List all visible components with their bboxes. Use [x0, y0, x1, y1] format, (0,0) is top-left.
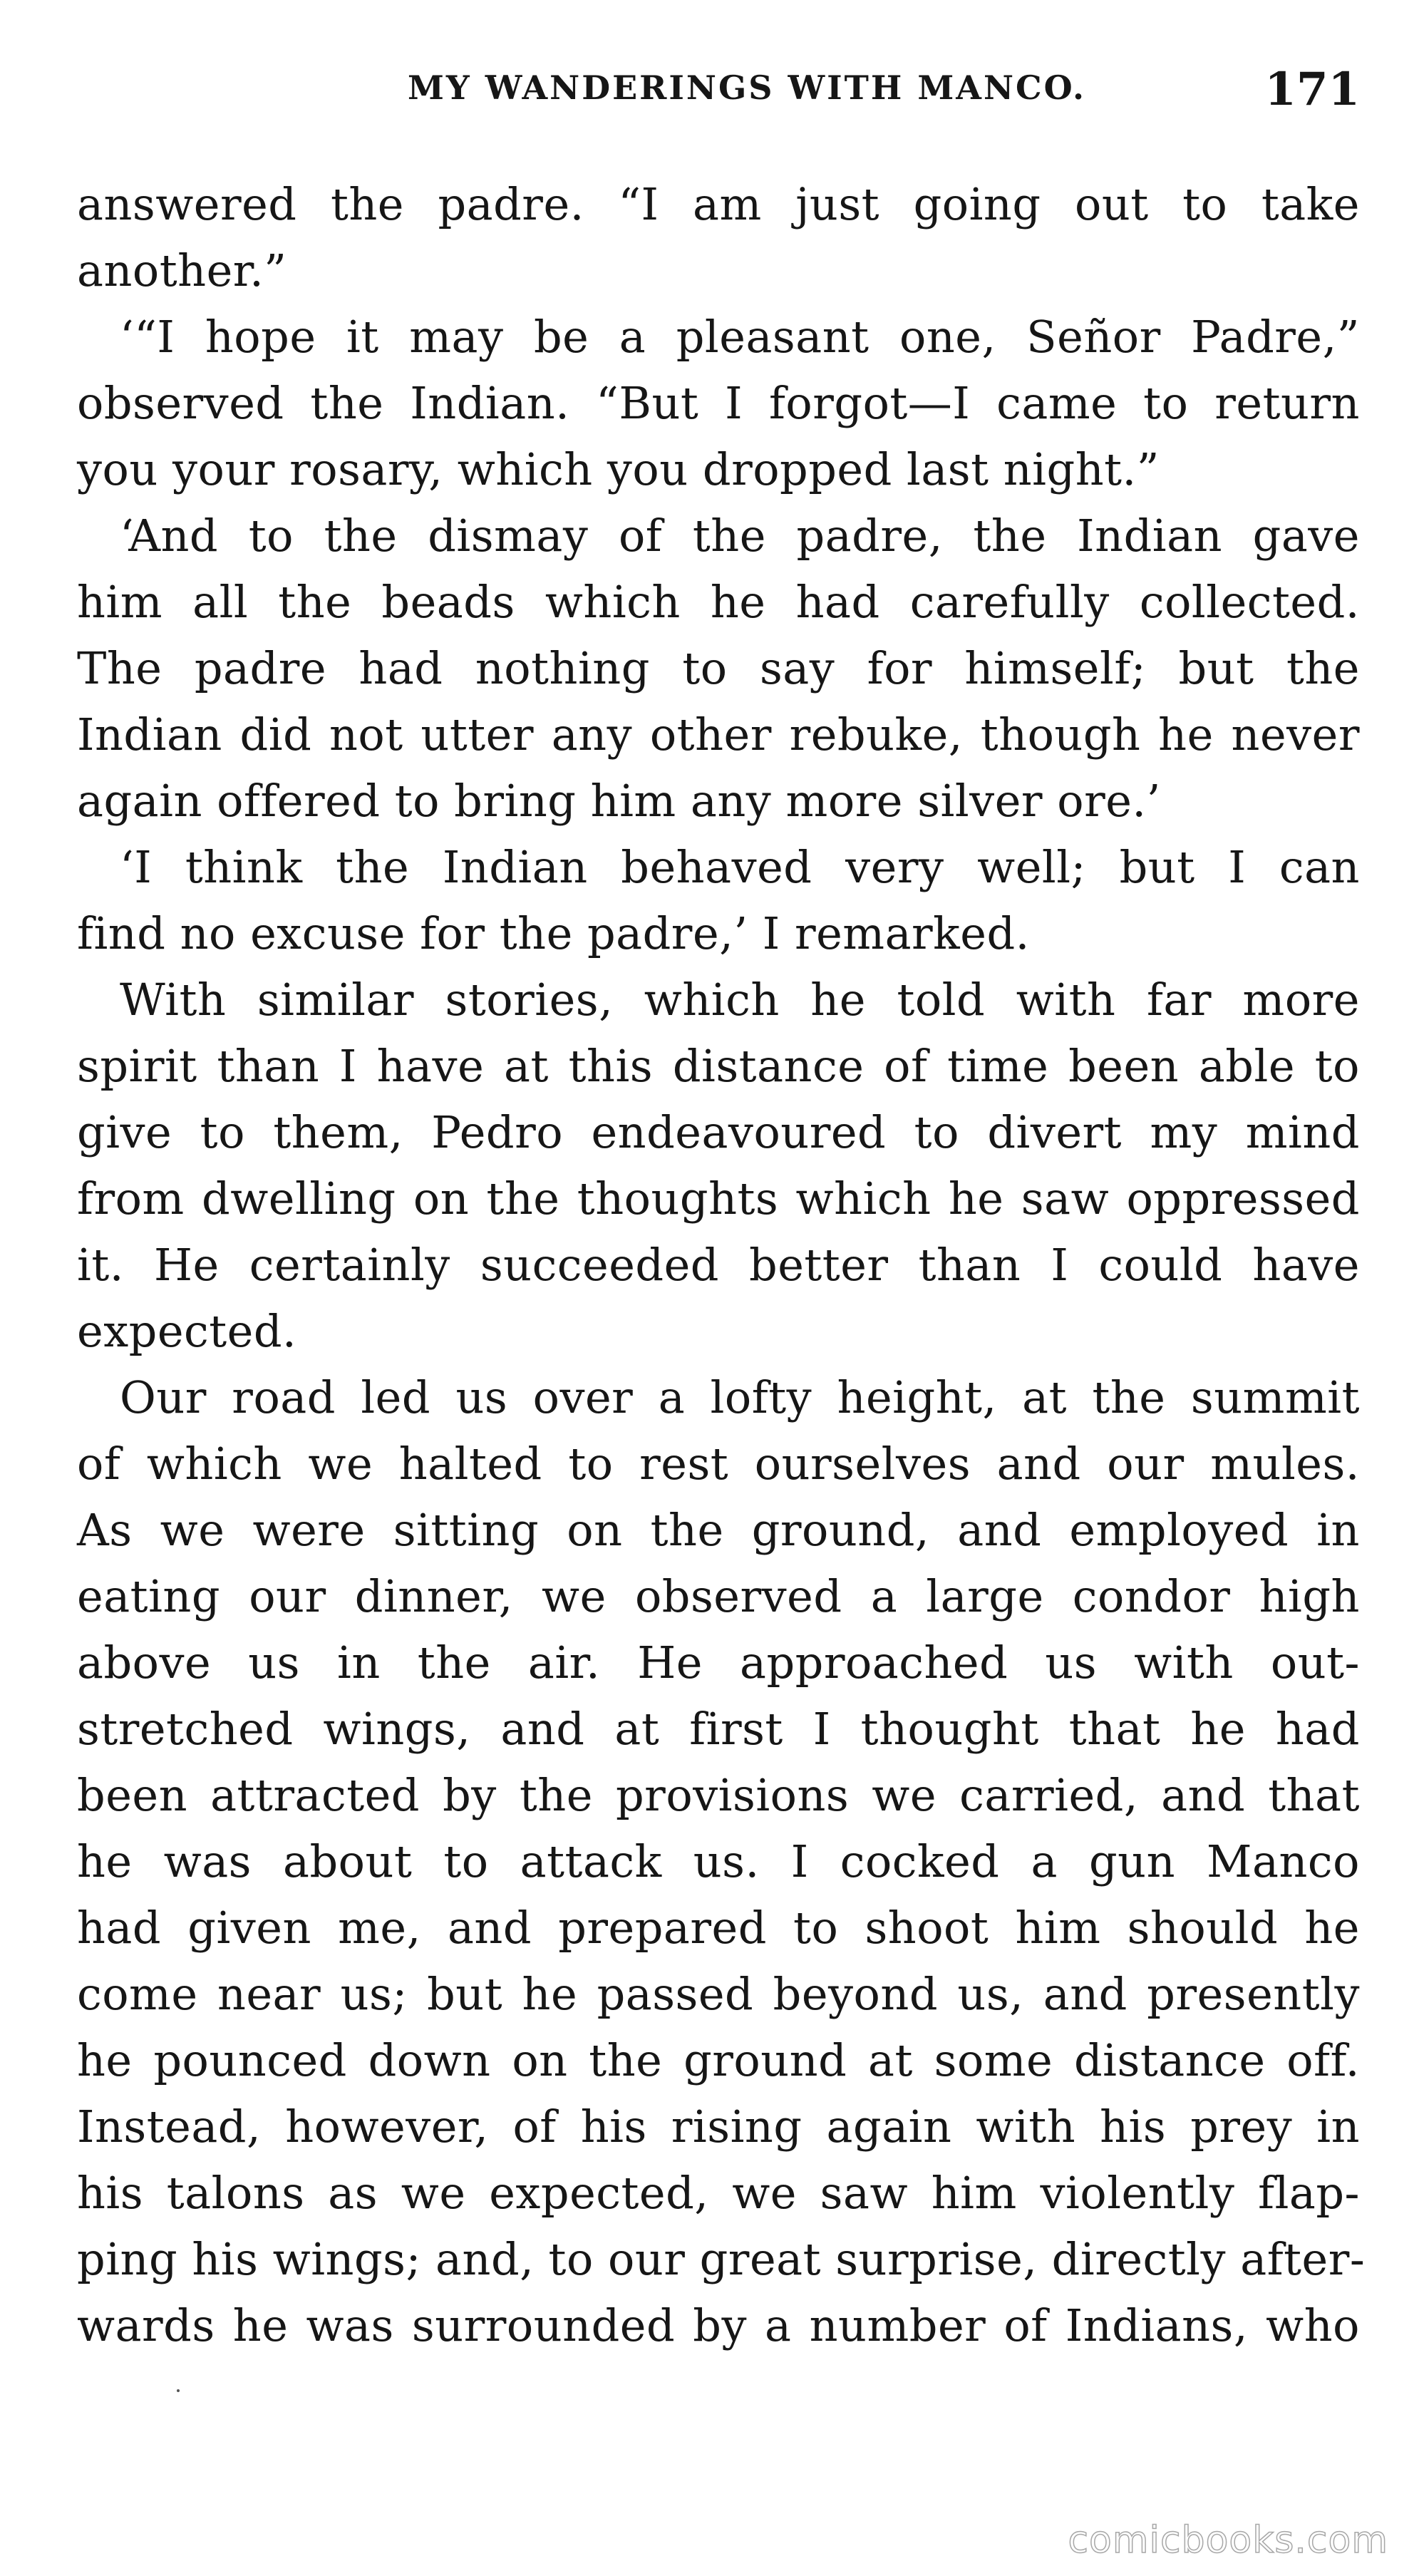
text-line-20: of which we halted to rest ourselves and our mules. — [77, 1438, 1360, 1490]
text-line-33: wards he was surrounded by a number of Indians, who — [77, 2299, 1360, 2351]
text-line-14: spirit than I have at this distance of time been able to — [77, 1040, 1360, 1092]
text-line-15: give to them, Pedro endeavoured to divert my mind — [77, 1106, 1360, 1158]
text-line-25: been attracted by the provisions we carried, and that — [77, 1769, 1360, 1821]
text-line-26: he was about to attack us. I cocked a gun Manco — [77, 1835, 1360, 1887]
text-line-24: stretched wings, and at first I thought that he had — [77, 1703, 1360, 1755]
text-line-28: come near us; but he passed beyond us, and presently — [77, 1968, 1360, 2020]
text-line-2: another.” — [77, 244, 287, 297]
text-line-29: he pounced down on the ground at some distance off. — [77, 2034, 1360, 2086]
print-speck — [177, 2389, 180, 2392]
text-line-1: answered the padre. “I am just going out to take — [77, 178, 1360, 230]
text-line-32: ping his wings; and, to our great surprise, directly after- — [77, 2233, 1366, 2285]
text-line-22: eating our dinner, we observed a large condor high — [77, 1570, 1360, 1622]
text-line-4: observed the Indian. “But I forgot—I came to return — [77, 377, 1360, 429]
text-line-27: had given me, and prepared to shoot him should he — [77, 1902, 1360, 1954]
text-line-31: his talons as we expected, we saw him violently flap- — [77, 2167, 1360, 2219]
running-head — [77, 63, 1360, 125]
text-line-30: Instead, however, of his rising again with his prey in — [77, 2101, 1360, 2153]
page-number: 171 — [1264, 63, 1360, 116]
text-line-8: The padre had nothing to say for himself; but the — [77, 642, 1360, 694]
text-line-11: ‘I think the Indian behaved very well; but I can — [120, 841, 1360, 893]
text-line-16: from dwelling on the thoughts which he saw oppressed — [77, 1173, 1360, 1225]
text-line-3: ‘“I hope it may be a pleasant one, Señor Padre,” — [120, 311, 1360, 363]
text-line-7: him all the beads which he had carefully collected. — [77, 576, 1360, 628]
text-line-13: With similar stories, which he told with far more — [120, 974, 1360, 1026]
running-title: MY WANDERINGS WITH MANCO. — [407, 68, 1087, 107]
text-line-17: it. He certainly succeeded better than I could have — [77, 1239, 1360, 1291]
text-line-21: As we were sitting on the ground, and employed in — [77, 1504, 1360, 1556]
text-line-18: expected. — [77, 1305, 297, 1357]
text-line-5: you your rosary, which you dropped last night.” — [77, 443, 1160, 495]
text-line-19: Our road led us over a lofty height, at the summit — [120, 1371, 1360, 1423]
text-line-10: again offered to bring him any more silver ore.’ — [77, 775, 1161, 827]
watermark: comicbooks.com — [1068, 2519, 1388, 2562]
text-line-23: above us in the air. He approached us with out- — [77, 1637, 1360, 1689]
text-line-12: find no excuse for the padre,’ I remarked. — [77, 907, 1030, 959]
body-text — [77, 171, 1366, 2359]
text-line-9: Indian did not utter any other rebuke, though he never — [77, 709, 1360, 761]
text-line-6: ‘And to the dismay of the padre, the Indian gave — [120, 510, 1360, 562]
